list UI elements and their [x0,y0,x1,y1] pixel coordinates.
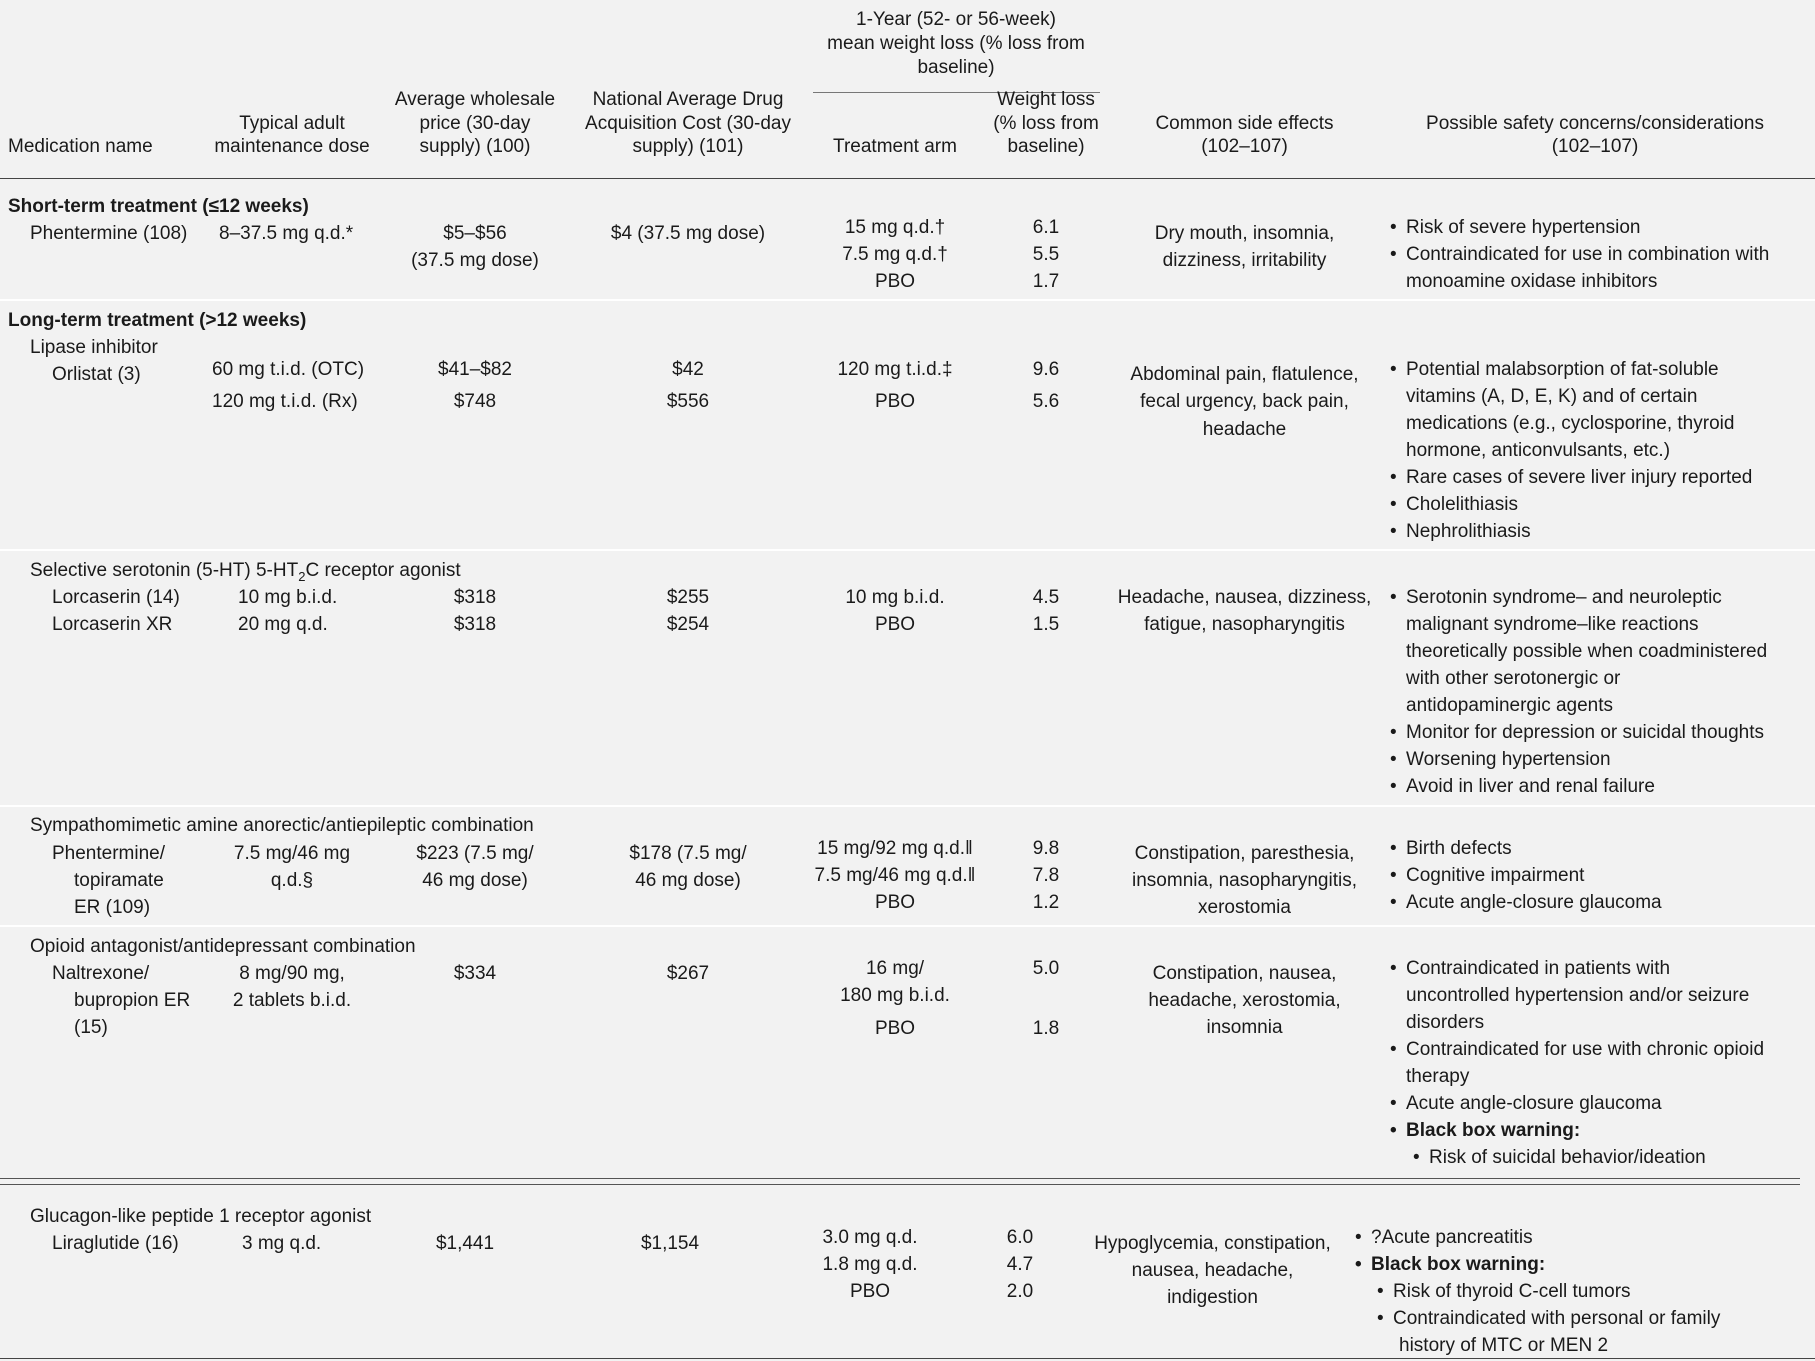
naltrexone-dose-1: 8 mg/90 mg, [239,963,345,984]
lorcaserin-arm-2: PBO [874,614,916,635]
orlistat-dose-rx: 120 mg t.i.d. (Rx) [212,391,358,412]
liraglutide-black-box-item-2-cont: history of MTC or MEN 2 [1399,1335,1609,1356]
orlistat-name: Orlistat (3) [52,364,141,385]
table-bottom-rule [0,1358,1815,1359]
orlistat-side-3: headache [1202,419,1287,440]
phentop-wl-2: 7.8 [1032,865,1060,886]
naltrexone-nadac: $267 [666,963,710,984]
lorcaserin-safety-1-cont-d: antidopaminergic agents [1406,695,1614,716]
orlistat-class: Lipase inhibitor [30,337,158,358]
phentop-name-3: ER (109) [74,897,151,918]
header-medication-name: Medication name [8,136,153,157]
orlistat-arm-1: 120 mg t.i.d.‡ [837,359,953,380]
orlistat-safety-1-cont-b: medications (e.g., cyclosporine, thyroid [1406,413,1735,434]
phentermine-arm-1: 15 mg q.d.† [844,217,946,238]
phentermine-dose: 8–37.5 mg q.d.* [219,223,354,244]
naltrexone-dose-2: 2 tablets b.i.d. [232,990,352,1011]
row-divider [0,925,1815,927]
header-group-line1: 1-Year (52- or 56-week) [856,9,1056,30]
phentermine-awp-2: (37.5 mg dose) [411,250,539,271]
phentop-name-1: Phentermine/ [52,843,166,864]
lorcaserin-safety-1-cont-b: theoretically possible when coadministered [1406,641,1768,662]
lorcaserin-side-2: fatigue, nasopharyngitis [1144,614,1345,635]
header-wl-line3: baseline) [1007,136,1085,157]
lorcaserin-dose-1: 10 mg b.i.d. [238,587,338,608]
liraglutide-dose: 3 mg q.d. [242,1233,322,1254]
header-awp-line2: price (30-day [419,113,531,134]
phentop-dose-2: q.d.§ [270,870,314,891]
orlistat-awp-1: $41–$82 [438,359,512,380]
naltrexone-wl-2: 1.8 [1032,1018,1060,1039]
liraglutide-arm-1: 3.0 mg q.d. [822,1227,918,1248]
phentop-dose-1: 7.5 mg/46 mg [233,843,351,864]
liraglutide-side-1: Hypoglycemia, constipation, [1094,1233,1331,1254]
lorcaserin-wl-1: 4.5 [1032,587,1060,608]
header-side-line1: Common side effects [1155,113,1334,134]
naltrexone-side-1: Constipation, nausea, [1152,963,1337,984]
lorcaserin-arm-1: 10 mg b.i.d. [845,587,945,608]
orlistat-safety-1-cont-c: hormone, anticonvulsants, etc.) [1406,440,1671,461]
phentop-wl-3: 1.2 [1032,892,1060,913]
lorcaserin-name-1: Lorcaserin (14) [52,587,180,608]
orlistat-arm-2: PBO [874,391,916,412]
lorcaserin-nadac-1: $255 [666,587,710,608]
naltrexone-side-2: headache, xerostomia, [1148,990,1341,1011]
header-nadac-line1: National Average Drug [592,89,784,110]
liraglutide-wl-1: 6.0 [1006,1227,1034,1248]
header-dose-line2: maintenance dose [214,136,370,157]
liraglutide-side-2: nausea, headache, [1131,1260,1294,1281]
orlistat-side-1: Abdominal pain, flatulence, [1130,364,1359,385]
naltrexone-arm-3: PBO [874,1018,916,1039]
phentop-side-2: insomnia, nasopharyngitis, [1132,870,1357,891]
liraglutide-class: Glucagon-like peptide 1 receptor agonist [30,1206,372,1227]
phentop-arm-2: 7.5 mg/46 mg q.d.‖ [814,865,976,886]
header-wl-line2: (% loss from [993,113,1099,134]
phentop-side-1: Constipation, paresthesia, [1134,843,1355,864]
naltrexone-side-3: insomnia [1206,1017,1283,1038]
naltrexone-safety-2-cont: therapy [1406,1066,1470,1087]
naltrexone-name-1: Naltrexone/ [52,963,150,984]
phentermine-name: Phentermine (108) [30,223,188,244]
header-side-line2: (102–107) [1201,136,1288,157]
phentop-wl-1: 9.8 [1032,838,1060,859]
naltrexone-awp: $334 [453,963,497,984]
orlistat-safety-1-cont-a: vitamins (A, D, E, K) and of certain [1406,386,1698,407]
phentop-awp-2: 46 mg dose) [422,870,528,891]
liraglutide-arm-2: 1.8 mg q.d. [822,1254,918,1275]
phentop-awp-1: $223 (7.5 mg/ [416,843,534,864]
lorcaserin-name-2: Lorcaserin XR [52,614,173,635]
orlistat-nadac-1: $42 [672,359,704,380]
naltrexone-name-3: (15) [74,1017,108,1038]
lorcaserin-nadac-2: $254 [666,614,710,635]
phentop-arm-1: 15 mg/92 mg q.d.‖ [817,838,973,859]
row-divider [0,549,1815,551]
naltrexone-wl-1: 5.0 [1032,958,1060,979]
orlistat-dose-otc: 60 mg t.i.d. (OTC) [212,359,365,380]
header-treatment-arm: Treatment arm [833,136,957,157]
lorcaserin-wl-2: 1.5 [1032,614,1060,635]
phentop-side-3: xerostomia [1198,897,1291,918]
lorcaserin-awp-2: $318 [453,614,497,635]
header-group-line3: baseline) [917,57,995,78]
orlistat-side-2: fecal urgency, back pain, [1140,391,1349,412]
phentop-nadac-1: $178 (7.5 mg/ [629,843,747,864]
phentermine-side-2: dizziness, irritability [1162,250,1327,271]
phentop-class: Sympathomimetic amine anorectic/antiepileptic combination [30,815,534,836]
phentermine-awp-1: $5–$56 [443,223,507,244]
liraglutide-wl-3: 2.0 [1006,1281,1034,1302]
lorcaserin-side-1: Headache, nausea, dizziness, [1117,587,1372,608]
row-divider-double-bottom [0,1184,1800,1185]
liraglutide-nadac: $1,154 [640,1233,700,1254]
phentermine-arm-3: PBO [874,271,916,292]
section-short-term: Short-term treatment (≤12 weeks) [8,196,309,217]
header-awp-line3: supply) (100) [419,136,531,157]
header-awp-line1: Average wholesale [394,89,556,110]
naltrexone-class: Opioid antagonist/antidepressant combination [30,936,416,957]
header-nadac-line3: supply) (101) [632,136,744,157]
liraglutide-arm-3: PBO [849,1281,891,1302]
phentop-arm-3: PBO [874,892,916,913]
lorcaserin-dose-2: 20 mg q.d. [238,614,328,635]
phentop-nadac-2: 46 mg dose) [635,870,741,891]
header-safety-line1: Possible safety concerns/considerations [1426,113,1764,134]
row-divider-double-top [0,1178,1800,1179]
phentermine-safety-2-cont: monoamine oxidase inhibitors [1406,271,1658,292]
liraglutide-wl-2: 4.7 [1006,1254,1034,1275]
section-long-term: Long-term treatment (>12 weeks) [8,310,307,331]
orlistat-awp-2: $748 [453,391,497,412]
header-dose-line1: Typical adult [239,113,345,134]
header-group-line2: mean weight loss (% loss from [827,33,1085,54]
header-wl-line1: Weight loss [997,89,1095,110]
naltrexone-safety-1-cont-a: uncontrolled hypertension and/or seizure [1406,985,1750,1006]
liraglutide-awp: $1,441 [435,1233,495,1254]
phentermine-arm-2: 7.5 mg q.d.† [842,244,948,265]
row-divider [0,805,1815,807]
liraglutide-name: Liraglutide (16) [52,1233,179,1254]
header-safety-line2: (102–107) [1551,136,1639,157]
phentop-name-2: topiramate [74,870,164,891]
orlistat-nadac-2: $556 [666,391,710,412]
naltrexone-arm-2: 180 mg b.i.d. [840,985,950,1006]
lorcaserin-class: Selective serotonin (5-HT) $5-HT_2C$ receptor agonist [30,560,461,584]
phentermine-nadac: $4 (37.5 mg dose) [610,223,766,244]
naltrexone-arm-1: 16 mg/ [865,958,925,979]
lorcaserin-safety-1-cont-a: malignant syndrome–like reactions [1406,614,1699,635]
drug-table: Medication name Typical adult maintenance dose Average wholesale price (30-day supply) (100) National Average Drug Acquisition Cost (30-day supply) (101) 1-Year (52- or 56-week) mean weight loss (% loss from baseline) Treatment arm Weight loss (% loss from baseline) Common side effects (102–107) Possible safety concerns/considerations (102–107) Short-term treatment (≤12 weeks) Phentermine (108) 8–37.5 mg q.d.* $5–$56 (37.5 mg dose) $4 (37.5 mg dose) 15 mg q.d.† 7.5 mg q.d.† PBO 6.1 5.5 1.7 Dry mouth, insomnia, dizziness, irritability • Risk of severe hypertension • Contraindicated for use in combination with monoamine oxidase inhibitors Long-term treatment (>12 weeks) Lipase inhibitor Orlistat (3) 60 mg t.i.d. (OTC) 120 mg t.i.d. (Rx) $41–$82 $748 $42 $556 120 mg t.i.d.‡ PBO 9.6 5.6 Abdominal pain, flatulence, fecal urgency, back pain, headache • Potential malabsorption of fat-soluble vitamins (A, D, E, K) and of certain medications (e.g., cyclosporine, thyroid hormone, anticonvulsants, etc.) • Rare cases of severe liver injury reported • Cholelithiasis • Nephrolithiasis Selective serotonin (5-HT) $5-HT_2C$ receptor agonist Lorcaserin (14) Lorcaserin XR 10 mg b.i.d. 20 mg q.d. $318 $318 $255 $254 10 mg b.i.d. PBO 4.5 1.5 Headache, nausea, dizziness, fatigue, nasopharyngitis • Serotonin syndrome– and neuroleptic malignant syndrome–like reactions theoretically possible when coadministered with other serotonergic or antidopaminergic agents • Monitor for depression or suicidal thoughts • Worsening hypertension • Avoid in liver and renal failure Sympathomimetic amine anorectic/antiepileptic combination Phentermine/ topiramate ER (109) 7.5 mg/46 mg q.d.§ $223 (7.5 mg/ 46 mg dose) $178 (7.5 mg/ 46 mg dose) 15 mg/92 mg q.d.‖ 7.5 mg/46 mg q.d.‖ PBO 9.8 7.8 1.2 Constipation, paresthesia, insomnia, nasopharyngitis, xerostomia • Birth defects • Cognitive impairment • Acute angle-closure glaucoma Opioid antagonist/antidepressant combination Naltrexone/ bupropion ER (15) 8 mg/90 mg, 2 tablets b.i.d. $334 $267 16 mg/ 180 mg b.i.d. PBO 5.0 1.8 Constipation, nausea, headache, xerostomia, insomnia • Contraindicated in patients with uncontrolled hypertension and/or seizure disorders • Contraindicated for use with chronic opioid therapy • Acute angle-closure glaucoma • Black box warning: • Risk of suicidal behavior/ideation Glucagon-like peptide 1 receptor agonist Liraglutide (16) 3 mg q.d. $1,441 $1,154 3.0 mg q.d. 1.8 mg q.d. PBO 6.0 4.7 2.0 Hypoglycemia, constipation, nausea, headache, indigestion • ?Acute pancreatitis • Black box warning: • Risk of thyroid C-cell tumors • Contraindicated with personal or family history of MTC or MEN 2 [0,0,1815,1361]
row-divider [0,299,1815,301]
phentermine-wl-1: 6.1 [1032,217,1060,238]
naltrexone-safety-1-cont-b: disorders [1406,1012,1485,1033]
phentermine-side-1: Dry mouth, insomnia, [1154,223,1335,244]
header-nadac-line2: Acquisition Cost (30-day [585,113,791,134]
orlistat-wl-2: 5.6 [1032,391,1060,412]
lorcaserin-safety-1-cont-c: with other serotonergic or [1406,668,1621,689]
liraglutide-side-3: indigestion [1167,1287,1258,1308]
naltrexone-name-2: bupropion ER [74,990,191,1011]
phentermine-wl-3: 1.7 [1032,271,1060,292]
header-bottom-rule [0,178,1815,179]
phentermine-wl-2: 5.5 [1032,244,1060,265]
orlistat-wl-1: 9.6 [1032,359,1060,380]
lorcaserin-awp-1: $318 [453,587,497,608]
